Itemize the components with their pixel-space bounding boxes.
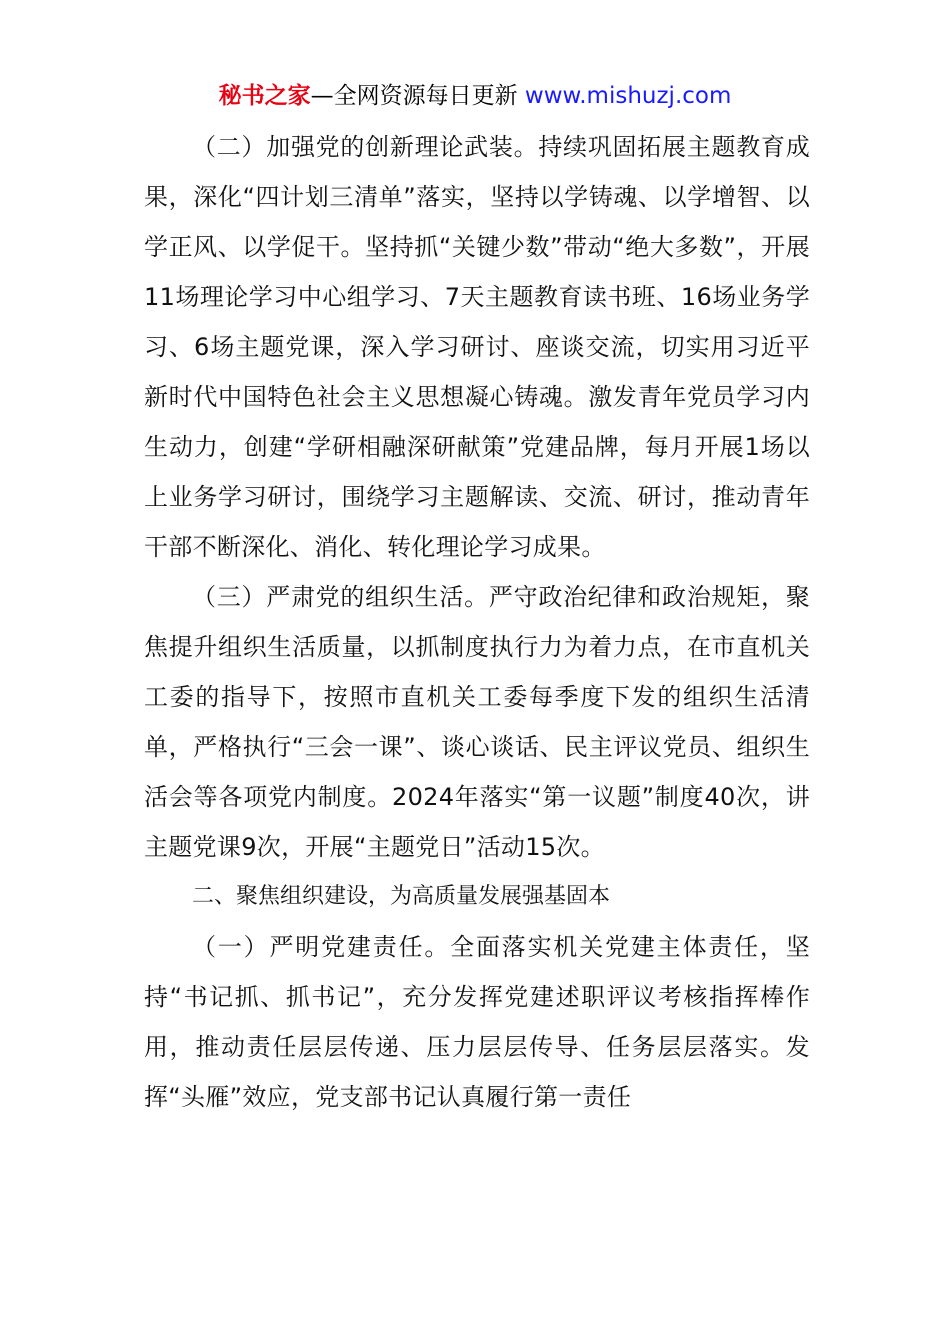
paragraph-organization-life: （三）严肃党的组织生活。严守政治纪律和政治规矩，聚焦提升组织生活质量，以抓制度执行力为着力点，在市直机关工委的指导下，按照市直机关工委每季度下发的组织生活清单，严格执行“三会一课”、谈心谈话、民主评议党员、组织生活会等各项党内制度。2024年落实“第一议题”制度40次，讲主题党课9次，开展“主题党日”活动15次。 xyxy=(144,583,810,861)
document-body xyxy=(144,122,810,1122)
site-header xyxy=(0,80,950,112)
brand-name: 秘书之家 xyxy=(218,83,311,109)
header-tagline: —全网资源每日更新 xyxy=(310,83,518,109)
paragraph-party-responsibility: （一）严明党建责任。全面落实机关党建主体责任，坚持“书记抓、抓书记”，充分发挥党建述职评议考核指挥棒作用，推动责任层层传递、压力层层传导、任务层层落实。发挥“头雁”效应，党支部书记认真履行第一责任 xyxy=(144,933,810,1111)
site-url[interactable]: www.mishuzj.com xyxy=(524,83,732,109)
section-heading-organization: 二、聚焦组织建设，为高质量发展强基固本 xyxy=(192,884,611,909)
paragraph-theory-study: （二）加强党的创新理论武装。持续巩固拓展主题教育成果，深化“四计划三清单”落实，坚持以学铸魂、以学增智、以学正风、以学促干。坚持抓“关键少数”带动“绝大多数”，开展11场理论学习中心组学习、7天主题教育读书班、16场业务学习、6场主题党课，深入学习研讨、座谈交流，切实用习近平新时代中国特色社会主义思想凝心铸魂。激发青年党员学习内生动力，创建“学研相融深研献策”党建品牌，每月开展1场以上业务学习研讨，围绕学习主题解读、交流、研讨，推动青年干部不断深化、消化、转化理论学习成果。 xyxy=(144,133,810,561)
